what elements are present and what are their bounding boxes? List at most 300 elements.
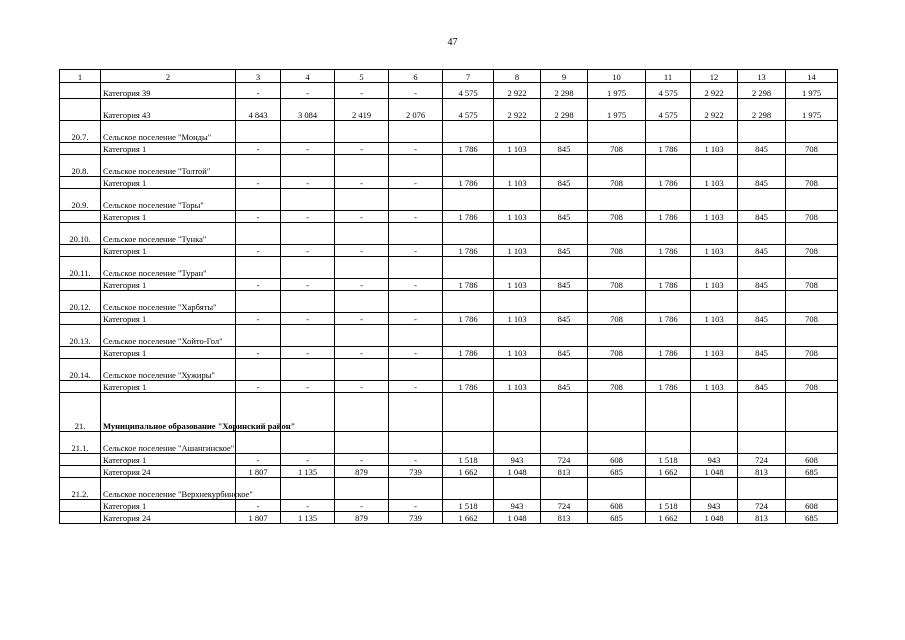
value-cell xyxy=(691,155,738,177)
value-cell xyxy=(236,189,281,211)
value-cell: 1 662 xyxy=(443,512,494,524)
value-cell: 708 xyxy=(588,279,646,291)
table-row xyxy=(60,143,838,155)
value-cell xyxy=(236,223,281,245)
value-cell xyxy=(443,432,494,454)
value-cell: 943 xyxy=(494,454,541,466)
row-name: Категория 1 xyxy=(101,211,236,223)
value-cell: 845 xyxy=(738,211,786,223)
value-cell: 708 xyxy=(588,177,646,189)
table-row xyxy=(60,155,838,177)
header-cell: 2 xyxy=(101,70,236,83)
value-cell xyxy=(443,223,494,245)
value-cell xyxy=(541,432,588,454)
value-cell: 708 xyxy=(786,245,838,257)
row-number xyxy=(60,454,101,466)
table-row xyxy=(60,291,838,313)
value-cell xyxy=(691,478,738,500)
value-cell: 1 786 xyxy=(443,279,494,291)
value-cell: 608 xyxy=(588,500,646,512)
value-cell: - xyxy=(389,177,443,189)
value-cell: 685 xyxy=(588,466,646,478)
header-cell: 5 xyxy=(335,70,389,83)
value-cell: 739 xyxy=(389,512,443,524)
value-cell: 1 518 xyxy=(646,500,691,512)
value-cell xyxy=(494,121,541,143)
row-name: Категория 1 xyxy=(101,143,236,155)
value-cell xyxy=(738,325,786,347)
value-cell xyxy=(691,393,738,432)
value-cell xyxy=(541,478,588,500)
table-body xyxy=(60,83,838,524)
value-cell: 724 xyxy=(541,454,588,466)
row-name: Категория 1 xyxy=(101,381,236,393)
value-cell: 845 xyxy=(541,245,588,257)
value-cell: - xyxy=(236,279,281,291)
value-cell: - xyxy=(236,143,281,155)
value-cell xyxy=(786,432,838,454)
row-name: Категория 24 xyxy=(101,512,236,524)
value-cell: 724 xyxy=(541,500,588,512)
value-cell: - xyxy=(281,83,335,99)
value-cell xyxy=(494,432,541,454)
value-cell: - xyxy=(389,83,443,99)
value-cell xyxy=(646,478,691,500)
value-cell xyxy=(588,189,646,211)
row-name: Категория 1 xyxy=(101,245,236,257)
value-cell: 943 xyxy=(691,454,738,466)
row-number: 20.11. xyxy=(60,257,101,279)
value-cell: - xyxy=(236,454,281,466)
value-cell xyxy=(281,257,335,279)
value-cell xyxy=(389,291,443,313)
value-cell: - xyxy=(335,500,389,512)
value-cell xyxy=(389,325,443,347)
value-cell: 1 103 xyxy=(691,381,738,393)
value-cell xyxy=(738,291,786,313)
value-cell xyxy=(443,291,494,313)
value-cell: 1 048 xyxy=(691,466,738,478)
value-cell: 845 xyxy=(541,143,588,155)
value-cell xyxy=(443,155,494,177)
row-name: Сельское поселение "Тунка" xyxy=(101,223,236,245)
value-cell: 1 786 xyxy=(443,143,494,155)
value-cell: 1 786 xyxy=(443,211,494,223)
table-row xyxy=(60,279,838,291)
value-cell xyxy=(588,121,646,143)
value-cell xyxy=(541,121,588,143)
value-cell: 608 xyxy=(588,454,646,466)
value-cell: - xyxy=(389,313,443,325)
header-cell: 13 xyxy=(738,70,786,83)
value-cell xyxy=(335,432,389,454)
value-cell xyxy=(646,291,691,313)
value-cell xyxy=(786,223,838,245)
value-cell xyxy=(588,325,646,347)
value-cell: 943 xyxy=(494,500,541,512)
value-cell: 845 xyxy=(738,177,786,189)
value-cell: 3 084 xyxy=(281,99,335,121)
value-cell: 1 786 xyxy=(646,347,691,359)
value-cell: 708 xyxy=(786,211,838,223)
value-cell xyxy=(494,223,541,245)
header-cell: 11 xyxy=(646,70,691,83)
value-cell: - xyxy=(335,279,389,291)
value-cell xyxy=(335,393,389,432)
value-cell xyxy=(691,121,738,143)
value-cell: 1 103 xyxy=(494,143,541,155)
value-cell xyxy=(646,393,691,432)
value-cell: 4 843 xyxy=(236,99,281,121)
value-cell xyxy=(389,257,443,279)
value-cell xyxy=(691,432,738,454)
value-cell xyxy=(691,325,738,347)
row-name: Муниципальное образование "Хоринский район" xyxy=(101,393,236,432)
value-cell: 1 518 xyxy=(646,454,691,466)
value-cell: 845 xyxy=(738,381,786,393)
value-cell: 739 xyxy=(389,466,443,478)
value-cell: 2 922 xyxy=(691,99,738,121)
header-cell: 4 xyxy=(281,70,335,83)
value-cell xyxy=(443,359,494,381)
value-cell: 1 048 xyxy=(494,466,541,478)
value-cell: 845 xyxy=(738,143,786,155)
value-cell: 1 786 xyxy=(646,211,691,223)
value-cell xyxy=(494,257,541,279)
value-cell xyxy=(691,189,738,211)
value-cell xyxy=(691,359,738,381)
value-cell xyxy=(786,325,838,347)
table-row xyxy=(60,478,838,500)
value-cell: 1 807 xyxy=(236,512,281,524)
value-cell xyxy=(335,223,389,245)
value-cell: 1 518 xyxy=(443,454,494,466)
value-cell xyxy=(738,189,786,211)
value-cell: - xyxy=(335,211,389,223)
value-cell: 1 103 xyxy=(691,177,738,189)
value-cell xyxy=(588,393,646,432)
value-cell: - xyxy=(281,500,335,512)
value-cell: 1 103 xyxy=(494,245,541,257)
row-number: 20.7. xyxy=(60,121,101,143)
value-cell: 943 xyxy=(691,500,738,512)
value-cell: 1 103 xyxy=(494,313,541,325)
value-cell xyxy=(541,189,588,211)
value-cell xyxy=(646,223,691,245)
value-cell xyxy=(786,393,838,432)
row-number: 21. xyxy=(60,393,101,432)
value-cell xyxy=(786,189,838,211)
value-cell: 2 419 xyxy=(335,99,389,121)
value-cell xyxy=(236,325,281,347)
value-cell: 608 xyxy=(786,454,838,466)
row-name: Категория 1 xyxy=(101,313,236,325)
value-cell xyxy=(281,155,335,177)
value-cell: 685 xyxy=(786,466,838,478)
value-cell: 1 786 xyxy=(646,279,691,291)
value-cell xyxy=(738,432,786,454)
value-cell xyxy=(588,257,646,279)
row-name: Сельское поселение "Ашангинское" xyxy=(101,432,236,454)
value-cell: 708 xyxy=(588,211,646,223)
value-cell: 1 786 xyxy=(646,245,691,257)
value-cell xyxy=(389,121,443,143)
table-row xyxy=(60,177,838,189)
value-cell: 845 xyxy=(738,245,786,257)
value-cell: 708 xyxy=(786,381,838,393)
table-row xyxy=(60,83,838,99)
value-cell: 813 xyxy=(541,512,588,524)
row-number xyxy=(60,143,101,155)
value-cell xyxy=(646,121,691,143)
value-cell: - xyxy=(236,83,281,99)
value-cell: 2 922 xyxy=(494,99,541,121)
header-cell: 8 xyxy=(494,70,541,83)
value-cell: - xyxy=(281,279,335,291)
row-name: Категория 24 xyxy=(101,466,236,478)
value-cell: - xyxy=(389,454,443,466)
value-cell xyxy=(494,291,541,313)
value-cell xyxy=(541,393,588,432)
row-name: Категория 1 xyxy=(101,177,236,189)
value-cell xyxy=(281,291,335,313)
value-cell: 845 xyxy=(541,177,588,189)
value-cell: 1 786 xyxy=(443,313,494,325)
table-row xyxy=(60,211,838,223)
table-row xyxy=(60,381,838,393)
table-row xyxy=(60,245,838,257)
table-row xyxy=(60,393,838,432)
row-number xyxy=(60,177,101,189)
value-cell xyxy=(389,478,443,500)
table-row xyxy=(60,512,838,524)
value-cell xyxy=(738,121,786,143)
value-cell: 1 135 xyxy=(281,512,335,524)
value-cell: 2 298 xyxy=(738,99,786,121)
value-cell xyxy=(281,478,335,500)
table-row xyxy=(60,466,838,478)
value-cell: 1 786 xyxy=(443,347,494,359)
value-cell xyxy=(236,359,281,381)
value-cell: 1 103 xyxy=(691,245,738,257)
value-cell: 708 xyxy=(588,381,646,393)
table-row xyxy=(60,500,838,512)
value-cell xyxy=(786,359,838,381)
value-cell xyxy=(236,121,281,143)
value-cell: 1 786 xyxy=(646,143,691,155)
value-cell: - xyxy=(236,347,281,359)
value-cell: - xyxy=(281,177,335,189)
value-cell: - xyxy=(281,347,335,359)
value-cell xyxy=(646,359,691,381)
value-cell: 1 103 xyxy=(691,279,738,291)
value-cell: - xyxy=(389,500,443,512)
value-cell: - xyxy=(389,143,443,155)
value-cell: 1 662 xyxy=(443,466,494,478)
value-cell xyxy=(389,155,443,177)
value-cell xyxy=(588,478,646,500)
value-cell: 724 xyxy=(738,454,786,466)
value-cell xyxy=(541,291,588,313)
tariff-table xyxy=(59,69,838,524)
row-number xyxy=(60,347,101,359)
value-cell: 879 xyxy=(335,512,389,524)
value-cell xyxy=(443,478,494,500)
table-row xyxy=(60,99,838,121)
value-cell: 1 975 xyxy=(588,99,646,121)
value-cell: 1 048 xyxy=(494,512,541,524)
row-number xyxy=(60,211,101,223)
row-name: Сельское поселение "Торы" xyxy=(101,189,236,211)
value-cell: - xyxy=(236,177,281,189)
value-cell xyxy=(786,478,838,500)
value-cell: - xyxy=(281,211,335,223)
value-cell: 1 103 xyxy=(691,211,738,223)
value-cell: 708 xyxy=(786,279,838,291)
value-cell xyxy=(335,359,389,381)
value-cell: - xyxy=(281,245,335,257)
value-cell xyxy=(786,121,838,143)
value-cell xyxy=(588,223,646,245)
value-cell: 845 xyxy=(738,347,786,359)
row-name: Сельское поселение "Туран" xyxy=(101,257,236,279)
value-cell: 845 xyxy=(738,279,786,291)
value-cell xyxy=(236,257,281,279)
value-cell: - xyxy=(335,83,389,99)
value-cell xyxy=(691,291,738,313)
value-cell xyxy=(646,325,691,347)
row-name: Сельское поселение "Харбяты" xyxy=(101,291,236,313)
value-cell xyxy=(335,325,389,347)
value-cell xyxy=(646,432,691,454)
value-cell: 2 076 xyxy=(389,99,443,121)
value-cell xyxy=(494,393,541,432)
value-cell xyxy=(281,121,335,143)
value-cell: 845 xyxy=(541,211,588,223)
value-cell xyxy=(443,257,494,279)
value-cell: 685 xyxy=(786,512,838,524)
table-row xyxy=(60,223,838,245)
value-cell xyxy=(541,325,588,347)
value-cell xyxy=(335,155,389,177)
value-cell: - xyxy=(236,245,281,257)
value-cell: - xyxy=(389,381,443,393)
value-cell: 2 922 xyxy=(494,83,541,99)
value-cell xyxy=(646,155,691,177)
value-cell xyxy=(236,291,281,313)
value-cell: 1 786 xyxy=(646,381,691,393)
header-cell: 14 xyxy=(786,70,838,83)
value-cell: 1 662 xyxy=(646,466,691,478)
row-number xyxy=(60,500,101,512)
row-number xyxy=(60,466,101,478)
value-cell: - xyxy=(335,177,389,189)
value-cell xyxy=(541,257,588,279)
value-cell xyxy=(588,155,646,177)
table-row xyxy=(60,347,838,359)
value-cell: 724 xyxy=(738,500,786,512)
table-row xyxy=(60,313,838,325)
row-number xyxy=(60,245,101,257)
value-cell xyxy=(541,155,588,177)
value-cell: 845 xyxy=(738,313,786,325)
row-number: 21.1. xyxy=(60,432,101,454)
header-cell: 10 xyxy=(588,70,646,83)
value-cell: 1 786 xyxy=(646,313,691,325)
value-cell xyxy=(281,189,335,211)
value-cell xyxy=(494,155,541,177)
value-cell: - xyxy=(281,143,335,155)
value-cell: - xyxy=(236,313,281,325)
table-row xyxy=(60,121,838,143)
value-cell xyxy=(494,189,541,211)
value-cell: - xyxy=(389,245,443,257)
value-cell xyxy=(691,257,738,279)
value-cell xyxy=(281,432,335,454)
value-cell xyxy=(443,325,494,347)
value-cell: - xyxy=(389,279,443,291)
row-name: Категория 1 xyxy=(101,454,236,466)
row-name: Сельское поселение "Хужиры" xyxy=(101,359,236,381)
value-cell xyxy=(281,223,335,245)
table-row xyxy=(60,325,838,347)
value-cell: 708 xyxy=(786,347,838,359)
row-number: 20.9. xyxy=(60,189,101,211)
row-number: 20.10. xyxy=(60,223,101,245)
row-name: Сельское поселение "Хойто-Гол" xyxy=(101,325,236,347)
value-cell: 685 xyxy=(588,512,646,524)
value-cell: - xyxy=(236,381,281,393)
value-cell: 2 298 xyxy=(541,99,588,121)
value-cell xyxy=(236,155,281,177)
value-cell: 708 xyxy=(588,313,646,325)
value-cell xyxy=(389,189,443,211)
value-cell: 708 xyxy=(786,143,838,155)
row-name: Категория 39 xyxy=(101,83,236,99)
value-cell xyxy=(281,325,335,347)
header-cell: 7 xyxy=(443,70,494,83)
value-cell xyxy=(738,359,786,381)
header-row xyxy=(60,70,838,83)
value-cell: 1 048 xyxy=(691,512,738,524)
value-cell: 1 135 xyxy=(281,466,335,478)
value-cell xyxy=(738,155,786,177)
value-cell: 4 575 xyxy=(646,83,691,99)
value-cell: 845 xyxy=(541,313,588,325)
value-cell: 1 975 xyxy=(786,99,838,121)
value-cell xyxy=(335,189,389,211)
value-cell: - xyxy=(335,381,389,393)
value-cell xyxy=(691,223,738,245)
value-cell: - xyxy=(281,381,335,393)
value-cell: - xyxy=(335,313,389,325)
value-cell: - xyxy=(335,347,389,359)
row-number: 20.14. xyxy=(60,359,101,381)
value-cell xyxy=(738,257,786,279)
value-cell xyxy=(494,359,541,381)
value-cell xyxy=(281,359,335,381)
row-number xyxy=(60,99,101,121)
row-name: Сельское поселение "Толтой" xyxy=(101,155,236,177)
row-name: Сельское поселение "Монды" xyxy=(101,121,236,143)
value-cell: 2 922 xyxy=(691,83,738,99)
value-cell xyxy=(588,291,646,313)
row-name: Сельское поселение "Верхнекурбинское" xyxy=(101,478,236,500)
row-number: 20.12. xyxy=(60,291,101,313)
value-cell: 879 xyxy=(335,466,389,478)
row-name: Категория 43 xyxy=(101,99,236,121)
value-cell xyxy=(786,257,838,279)
